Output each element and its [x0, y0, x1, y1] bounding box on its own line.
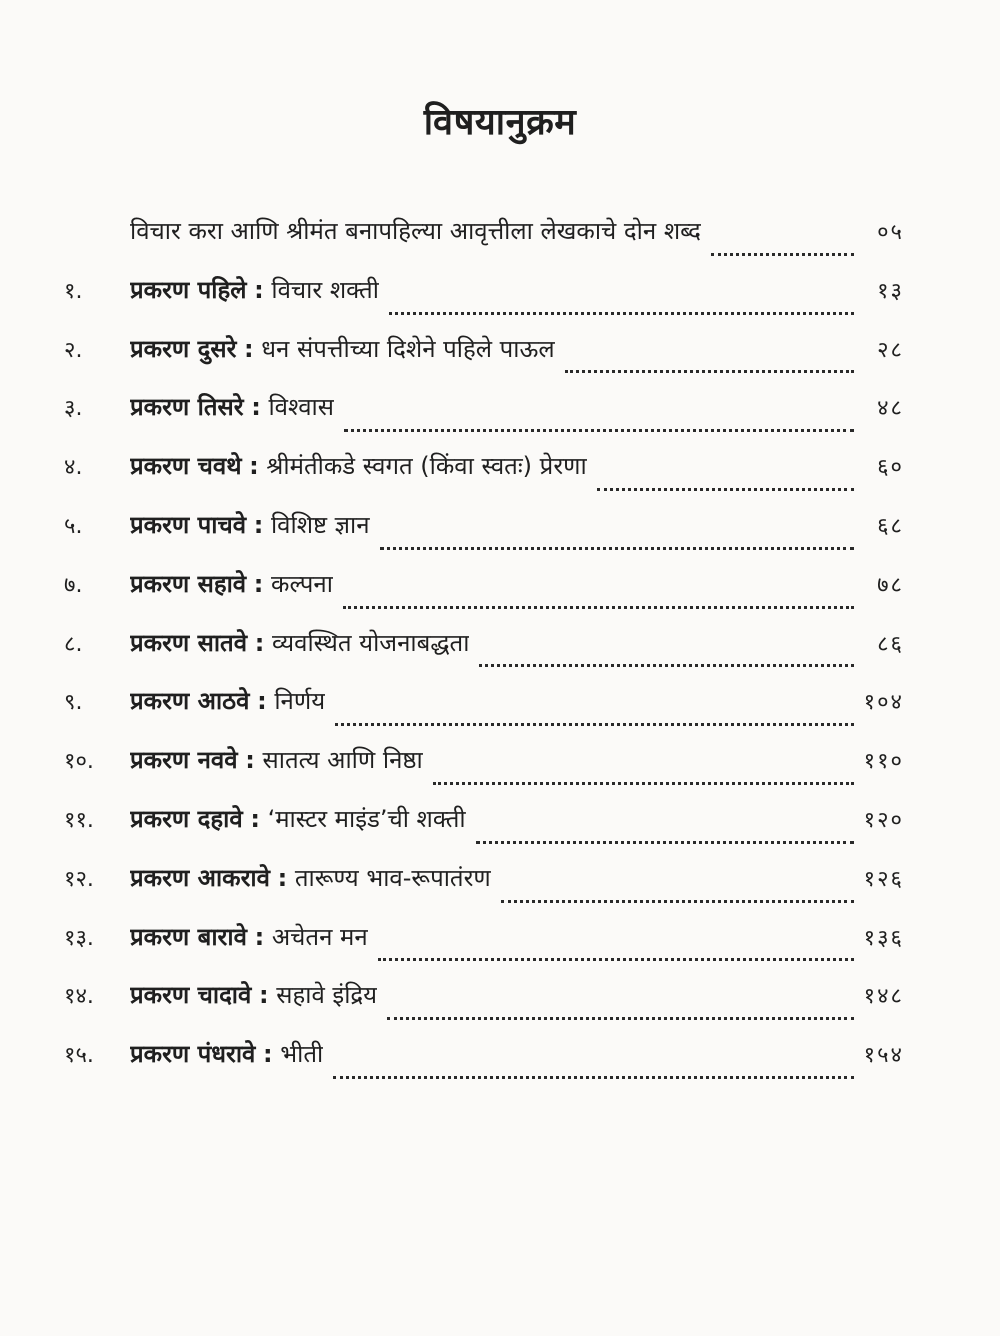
- dot-leader: [380, 547, 854, 550]
- dot-leader: [479, 664, 854, 667]
- separator: :: [277, 863, 288, 892]
- toc-entry: [130, 449, 587, 482]
- toc-page-number: ०५: [877, 220, 904, 245]
- toc-intro-text: विचार करा आणि श्रीमंत बनापहिल्या आवृत्तीला लेखकाचे दोन शब्द: [130, 217, 701, 245]
- toc-page-number: १३६: [863, 925, 904, 951]
- toc-number: १०.: [64, 749, 94, 775]
- toc-row[interactable]: [64, 449, 904, 508]
- dot-leader: [389, 312, 854, 315]
- toc-row[interactable]: [64, 390, 904, 449]
- chapter-title: सातत्य आणि निष्ठा: [262, 746, 423, 775]
- separator: :: [250, 804, 260, 833]
- separator: :: [254, 628, 265, 657]
- toc-row[interactable]: [64, 861, 904, 920]
- dot-leader: [378, 958, 854, 961]
- chapter-title: तारूण्य भाव-रूपातंरण: [294, 863, 491, 892]
- toc-number: ४.: [64, 455, 83, 481]
- toc-number: ८.: [64, 631, 83, 657]
- chapter-label: प्रकरण तिसरे: [130, 393, 244, 422]
- toc-row[interactable]: [64, 1037, 904, 1096]
- separator: :: [245, 746, 255, 775]
- toc-page-number: १५४: [863, 1043, 904, 1069]
- chapter-title: श्रीमंतीकडे स्वगत (किंवा स्वतः) प्रेरणा: [266, 452, 587, 481]
- toc-row[interactable]: [64, 684, 904, 743]
- toc-number: १४.: [64, 984, 94, 1010]
- toc-number: २.: [64, 337, 83, 363]
- separator: :: [249, 452, 259, 481]
- toc-intro-row[interactable]: [64, 214, 904, 273]
- toc-page-number: ६८: [877, 513, 904, 539]
- toc-row[interactable]: [64, 332, 904, 391]
- dot-leader: [433, 782, 854, 785]
- table-of-contents: [64, 214, 904, 1096]
- dot-leader: [597, 488, 854, 491]
- separator: :: [259, 981, 269, 1010]
- toc-number: १३.: [64, 925, 94, 951]
- chapter-title: विश्वास: [268, 393, 334, 422]
- chapter-label: प्रकरण नववे: [130, 746, 238, 775]
- toc-entry: [130, 684, 325, 717]
- toc-page-number: ६०: [877, 455, 904, 481]
- toc-entry: [130, 743, 423, 776]
- toc-page-number: ७८: [877, 572, 904, 598]
- chapter-title: धन संपत्तीच्या दिशेने पहिले पाऊल: [261, 334, 555, 363]
- separator: :: [254, 275, 264, 304]
- chapter-title: कल्पना: [271, 569, 333, 598]
- chapter-label: प्रकरण चवथे: [130, 452, 242, 481]
- toc-number: ९.: [64, 690, 83, 716]
- chapter-title: विचार शक्ती: [271, 275, 379, 304]
- toc-page-number: १२०: [863, 807, 904, 833]
- chapter-label: प्रकरण पहिले: [130, 275, 247, 304]
- toc-number: ११.: [64, 807, 94, 833]
- chapter-title: अचेतन मन: [271, 922, 368, 951]
- dot-leader: [335, 723, 854, 726]
- toc-entry: [130, 861, 491, 894]
- toc-page-number: १२६: [863, 866, 904, 892]
- toc-page-number: ४८: [877, 396, 904, 422]
- chapter-title: विशिष्ट ज्ञान: [270, 510, 370, 539]
- dot-leader: [343, 606, 854, 609]
- chapter-title: ‘मास्टर माइंड’ची शक्ती: [267, 804, 466, 833]
- chapter-title: निर्णय: [274, 687, 326, 716]
- toc-entry: [130, 508, 370, 541]
- toc-entry: [130, 978, 377, 1011]
- chapter-label: प्रकरण आठवे: [130, 687, 250, 716]
- toc-row[interactable]: [64, 567, 904, 626]
- chapter-title: व्यवस्थित योजनाबद्धता: [271, 628, 470, 657]
- chapter-label: प्रकरण सातवे: [130, 628, 248, 657]
- separator: :: [251, 393, 261, 422]
- toc-row[interactable]: [64, 626, 904, 685]
- toc-number: १.: [64, 278, 83, 304]
- chapter-label: प्रकरण बारावे: [130, 922, 247, 951]
- chapter-title: भीती: [280, 1040, 324, 1069]
- dot-leader: [565, 370, 854, 373]
- dot-leader: [711, 253, 854, 256]
- toc-number: ३.: [64, 396, 83, 422]
- separator: :: [253, 569, 264, 598]
- toc-entry: [130, 1037, 323, 1070]
- toc-entry: [130, 273, 379, 306]
- separator: :: [263, 1040, 273, 1069]
- dot-leader: [501, 900, 854, 903]
- toc-page-number: ८६: [877, 631, 904, 657]
- chapter-label: प्रकरण आकरावे: [130, 863, 270, 892]
- toc-row[interactable]: [64, 508, 904, 567]
- chapter-label: प्रकरण चादावे: [130, 981, 252, 1010]
- toc-entry: [130, 567, 333, 600]
- toc-row[interactable]: [64, 920, 904, 979]
- chapter-title: सहावे इंद्रिय: [276, 981, 378, 1010]
- separator: :: [244, 334, 254, 363]
- chapter-label: प्रकरण दुसरे: [130, 334, 237, 363]
- toc-page-number: १३: [877, 278, 904, 304]
- dot-leader: [387, 1017, 854, 1020]
- toc-entry: [130, 802, 466, 835]
- chapter-label: प्रकरण सहावे: [130, 569, 247, 598]
- toc-entry: [130, 626, 469, 659]
- separator: :: [254, 922, 265, 951]
- toc-page-number: १०४: [863, 690, 904, 716]
- separator: :: [253, 510, 264, 539]
- toc-row[interactable]: [64, 273, 904, 332]
- chapter-label: प्रकरण पाचवे: [130, 510, 247, 539]
- toc-entry: [130, 390, 334, 423]
- chapter-label: प्रकरण दहावे: [130, 804, 243, 833]
- dot-leader: [333, 1076, 853, 1079]
- chapter-label: प्रकरण पंधरावे: [130, 1040, 256, 1069]
- toc-number: १२.: [64, 866, 94, 892]
- toc-page-number: २८: [877, 337, 904, 363]
- toc-row[interactable]: [64, 978, 904, 1037]
- toc-number: ७.: [64, 572, 83, 598]
- toc-number: १५.: [64, 1043, 94, 1069]
- toc-row[interactable]: [64, 802, 904, 861]
- toc-entry: [130, 332, 555, 365]
- dot-leader: [344, 429, 854, 432]
- toc-row[interactable]: [64, 743, 904, 802]
- toc-number: ५.: [64, 513, 83, 539]
- separator: :: [257, 687, 267, 716]
- toc-entry: [130, 920, 368, 953]
- page-title: विषयानुक्रम: [423, 102, 577, 143]
- dot-leader: [476, 841, 854, 844]
- toc-page-number: ११०: [863, 749, 904, 775]
- toc-page-number: १४८: [863, 984, 904, 1010]
